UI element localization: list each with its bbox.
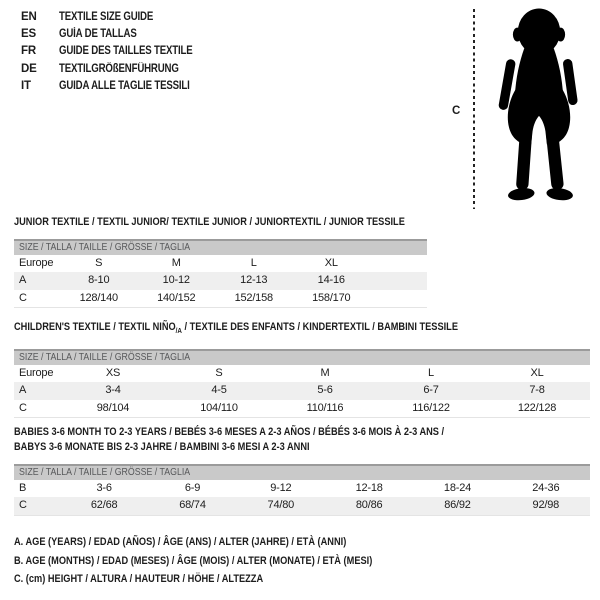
size-header-label: SIZE / TALLA / TAILLE / GRÖSSE / TAGLIA [19, 352, 191, 363]
age-cell: 3-4 [105, 384, 121, 397]
language-row-de [21, 61, 218, 78]
table-row-europe [14, 255, 427, 272]
row-label: Europe [19, 257, 54, 269]
size-header-label: SIZE / TALLA / TAILLE / GRÖSSE / TAGLIA [19, 242, 191, 253]
guide-title-it: GUIDA ALLE TAGLIE TESSILI [59, 79, 190, 92]
footnote-c [14, 570, 441, 589]
size-cell: XL [530, 367, 544, 379]
children-section-title-text [14, 321, 458, 335]
row-label: C [19, 499, 27, 512]
size-cell: M [171, 257, 181, 269]
height-cell: 128/140 [79, 291, 118, 304]
height-cell: 62/68 [90, 499, 118, 512]
months-cell: 18-24 [443, 482, 472, 494]
row-label: A [19, 384, 27, 397]
height-cell: 92/98 [532, 499, 560, 512]
row-label: B [19, 482, 27, 494]
height-cell: 86/92 [444, 499, 471, 512]
size-header-label: SIZE / TALLA / TAILLE / GRÖSSE / TAGLIA [19, 467, 191, 478]
guide-title-de: TEXTILGRÖßENFÜHRUNG [59, 62, 179, 75]
size-table-header [14, 239, 427, 255]
table-row-months [14, 480, 590, 497]
legend-footnotes [14, 533, 441, 589]
months-cell: 6-9 [184, 482, 201, 494]
row-label: C [19, 401, 27, 414]
age-cell: 10-12 [162, 274, 190, 287]
age-cell: 12-13 [240, 274, 268, 287]
junior-section-title [14, 216, 479, 228]
children-section-title [14, 321, 543, 335]
footnote-b-text: B. AGE (MONTHS) / EDAD (MESES) / ÂGE (MOIS) / ALTER (MONATE) / ETÀ (MESI) [14, 554, 373, 567]
language-row-es [21, 26, 218, 43]
height-cell: 104/110 [200, 401, 238, 414]
footnote-a-text: A. AGE (YEARS) / EDAD (AÑOS) / ÂGE (ANS) / ALTER (JAHRE) / ETÀ (ANNI) [14, 536, 347, 548]
children-title-suffix: / TEXTILE DES ENFANTS / KINDERTEXTIL / BAMBINI TESSILE [181, 321, 458, 333]
babies-section-title [14, 425, 526, 454]
language-code: DE [21, 62, 37, 75]
age-cell: 4-5 [211, 384, 227, 397]
size-table-header [14, 464, 590, 480]
empty-cell [370, 255, 427, 272]
size-cell: S [95, 257, 103, 269]
empty-cell [370, 272, 427, 289]
children-title-prefix: CHILDREN'S TEXTILE / TEXTIL NIÑO [14, 321, 176, 333]
language-row-fr [21, 43, 218, 60]
row-label: A [19, 274, 27, 287]
babies-title-line1: BABIES 3-6 MONTH TO 2-3 YEARS / BEBÉS 3-6 MESES A 2-3 AÑOS / BÉBÉS 3-6 MOIS À 2-3 ANS / [14, 426, 445, 438]
height-cell: 152/158 [234, 291, 273, 304]
age-cell: 8-10 [88, 274, 110, 287]
size-cell: L [250, 257, 257, 269]
language-code: FR [21, 45, 36, 58]
age-cell: 14-16 [317, 274, 345, 287]
height-cell: 74/80 [267, 499, 295, 512]
footnote-c-text: C. (cm) HEIGHT / ALTURA / HAUTEUR / HÖHE / ALTEZZA [14, 573, 264, 586]
months-cell: 12-18 [355, 482, 383, 494]
language-row-en [21, 9, 218, 26]
language-row-it [21, 78, 218, 95]
toddler-silhouette-icon [484, 5, 594, 207]
size-cell: XL [324, 257, 338, 269]
height-cell: 122/128 [517, 401, 557, 414]
guide-title-en: TEXTILE SIZE GUIDE [59, 11, 154, 23]
height-cell: 98/104 [96, 401, 130, 414]
language-code: EN [21, 11, 37, 23]
language-code: IT [21, 79, 31, 92]
table-row-height [14, 400, 590, 417]
row-label: Europe [19, 367, 54, 379]
height-cell: 68/74 [179, 499, 206, 512]
table-row-height [14, 290, 427, 307]
table-row-age [14, 272, 427, 289]
height-measure-dotted-line [473, 9, 475, 209]
size-table-header [14, 349, 590, 365]
guide-title-fr: GUIDE DES TAILLES TEXTILE [59, 45, 193, 58]
language-code: ES [21, 28, 36, 41]
height-cell: 140/152 [157, 291, 196, 304]
size-cell: XS [105, 367, 121, 379]
months-cell: 24-36 [532, 482, 560, 494]
height-cell: 158/170 [312, 291, 351, 304]
age-cell: 6-7 [423, 384, 439, 397]
height-cell: 80/86 [355, 499, 383, 512]
months-cell: 9-12 [270, 482, 292, 494]
junior-size-table [14, 239, 427, 308]
age-cell: 5-6 [317, 384, 333, 397]
height-measure-label: C [452, 105, 461, 117]
table-row-age [14, 382, 590, 399]
footnote-b [14, 552, 441, 571]
babies-size-table [14, 464, 590, 516]
row-label: C [19, 291, 27, 304]
height-cell: 116/122 [412, 401, 450, 414]
language-title-list [21, 9, 218, 95]
guide-title-es: GUÍA DE TALLAS [59, 28, 137, 41]
table-row-europe [14, 365, 590, 382]
footnote-a [14, 533, 441, 552]
junior-section-title-text: JUNIOR TEXTILE / TEXTIL JUNIOR/ TEXTILE JUNIOR / JUNIORTEXTIL / JUNIOR TESSILE [14, 216, 405, 228]
children-title-sub: /A [175, 326, 182, 336]
babies-title-line2: BABYS 3-6 MONATE BIS 2-3 JAHRE / BAMBINI 3-6 MESI A 2-3 ANNI [14, 440, 310, 453]
table-row-height [14, 497, 590, 514]
age-cell: 7-8 [529, 384, 545, 397]
children-size-table [14, 349, 590, 418]
size-cell: L [428, 367, 434, 379]
months-cell: 3-6 [96, 482, 112, 494]
size-cell: M [320, 367, 330, 379]
size-cell: S [215, 367, 223, 379]
empty-cell [370, 290, 427, 307]
height-cell: 110/116 [306, 401, 344, 414]
